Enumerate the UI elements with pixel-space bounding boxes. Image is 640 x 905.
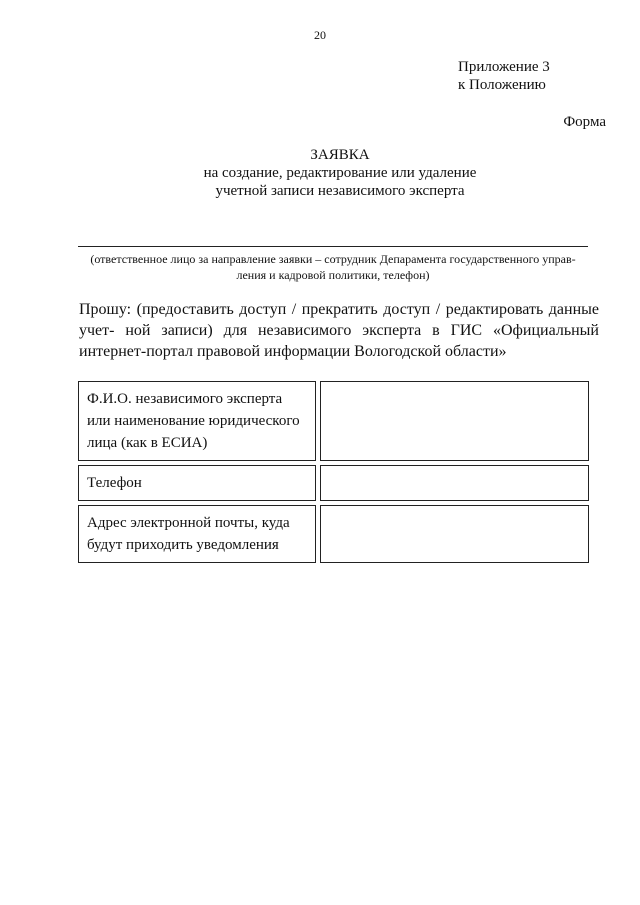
request-paragraph: Прошу: (предоставить доступ / прекратить доступ / редактировать данные учет- ной записи) для независимого эксперта в ГИС «Официальный интернет-портал правовой информации Вологодской области»	[79, 301, 599, 360]
expert-data-table	[78, 377, 589, 567]
title-line-1: на создание, редактирование или удаление	[203, 165, 477, 181]
title-heading: ЗАЯВКА	[310, 147, 370, 163]
caption-line-2: ления и кадровой политики, телефон)	[236, 268, 430, 282]
title-line-2: учетной записи независимого эксперта	[215, 183, 465, 199]
form-label: Форма	[563, 114, 606, 130]
row-label-name: Ф.И.О. независимого эксперта или наименование юридического лица (как в ЕСИА)	[78, 381, 316, 461]
row-value-email[interactable]	[320, 505, 589, 563]
caption-line-1: (ответственное лицо за направление заявки – сотрудник Депарамента государственного управ-	[90, 252, 576, 266]
row-label-email: Адрес электронной почты, куда будут приходить уведомления	[78, 505, 316, 563]
table-row-email	[78, 505, 589, 563]
page-number: 20	[314, 28, 326, 42]
row-label-phone: Телефон	[78, 465, 316, 501]
appendix-reference	[458, 58, 550, 94]
document-title	[0, 146, 640, 200]
appendix-line-2: к Положению	[458, 77, 546, 93]
table-row-name	[78, 381, 589, 461]
table-row-phone	[78, 465, 589, 501]
appendix-line-1: Приложение 3	[458, 59, 550, 75]
row-value-name[interactable]	[320, 381, 589, 461]
responsible-person-caption	[78, 251, 588, 283]
responsible-person-line	[78, 246, 588, 247]
row-value-phone[interactable]	[320, 465, 589, 501]
